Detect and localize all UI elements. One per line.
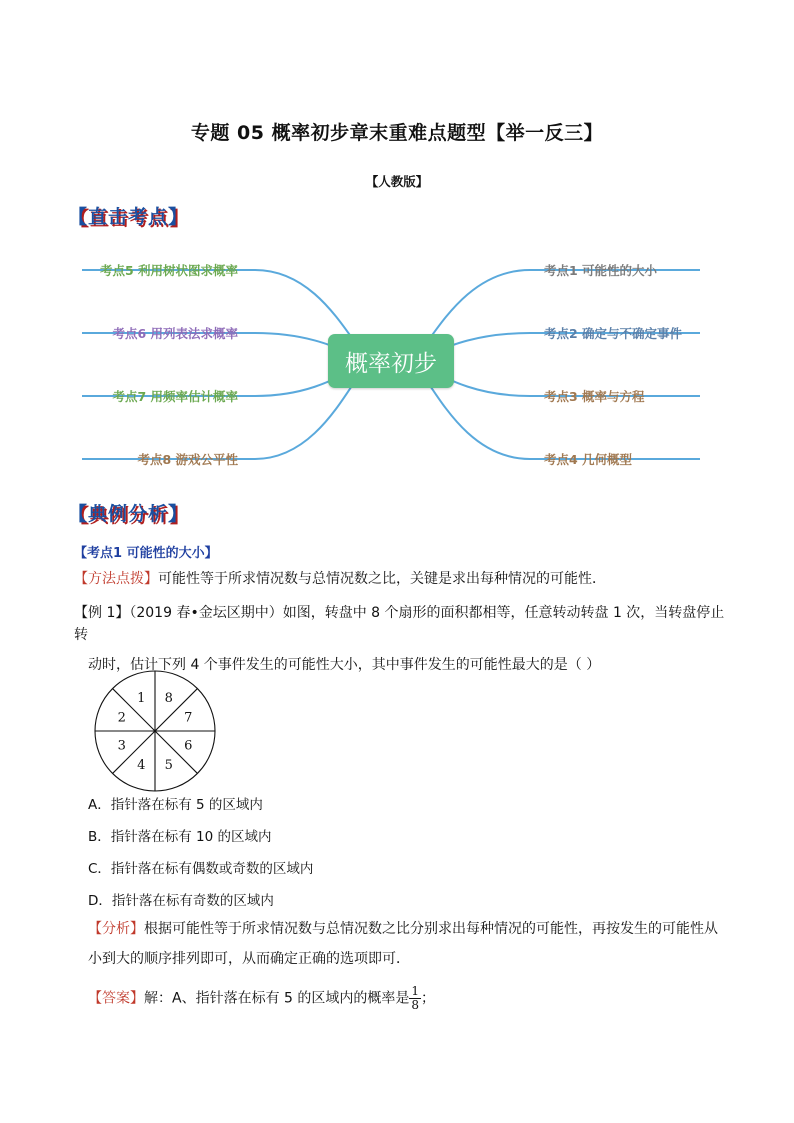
option-a: A．指针落在标有 5 的区域内 [88,797,263,813]
wheel-sector-number: 4 [137,757,146,773]
analysis-line2: 小到大的顺序排列即可，从而确定正确的选项即可． [88,951,410,967]
mindmap-node-kaodian6: 考点6 用列表法求概率 [112,326,238,341]
example1-question [74,602,734,676]
wheel-sector-number: 1 [137,691,146,707]
example1-text-line1: （2019 春•金坛区期中）如图，转盘中 8 个扇形的面积都相等，任意转动转盘 1 次，当转盘停止转 [74,605,725,643]
wheel-sector-number: 3 [117,738,126,754]
kaodian1-heading: 【考点1 可能性的大小】 [74,546,218,561]
analysis-tag: 【分析】 [88,921,144,937]
example1-text-line2: 动时，估计下列 4 个事件发生的可能性大小，其中事件发生的可能性最大的是（ ） [88,657,601,673]
wheel-sector-number: 7 [184,710,193,726]
mindmap-node-kaodian8: 考点8 游戏公平性 [137,452,238,467]
example1-tag: 【例 1】 [74,605,130,621]
mindmap-node-kaodian1: 考点1 可能性的大小 [544,263,658,278]
mindmap-node-kaodian7: 考点7 用频率估计概率 [112,389,238,404]
option-b: B．指针落在标有 10 的区域内 [88,829,272,845]
example1-answer [88,985,435,1012]
fraction-denominator: 8 [411,998,420,1012]
mindmap-lines [0,0,794,520]
mindmap-center-node: 概率初步 [328,334,454,388]
option-c: C．指针落在标有偶数或奇数的区域内 [88,861,314,877]
answer-tail: ； [421,990,436,1007]
answer-fraction [409,985,421,1012]
fraction-numerator: 1 [411,984,420,998]
wheel-sector-number: 6 [184,738,193,754]
mindmap-node-kaodian2: 考点2 确定与不确定事件 [544,326,683,341]
spinner-wheel [90,666,220,796]
examples-heading: 【典例分析】 [68,503,189,525]
answer-text: 解：A、指针落在标有 5 的区域内的概率是 [144,990,410,1007]
page-title: 专题 05 概率初步章末重难点题型【举一反三】 [190,122,604,144]
method-tip [74,568,606,590]
example1-analysis [88,918,738,970]
key-points-heading: 【直击考点】 [68,206,189,228]
method-text: 可能性等于所求情况数与总情况数之比，关键是求出每种情况的可能性． [158,571,606,587]
analysis-line1: 根据可能性等于所求情况数与总情况数之比分别求出每种情况的可能性，再按发生的可能性从 [144,921,718,937]
mindmap-node-kaodian4: 考点4 几何概型 [544,452,633,467]
mindmap-node-kaodian3: 考点3 概率与方程 [544,389,645,404]
mindmap-node-kaodian5: 考点5 利用树状图求概率 [99,263,238,278]
edition-label: 【人教版】 [365,174,429,189]
option-d: D．指针落在标有奇数的区域内 [88,893,274,909]
wheel-sector-number: 5 [164,757,173,773]
wheel-sector-number: 8 [164,691,173,707]
answer-tag: 【答案】 [88,990,144,1007]
method-tag: 【方法点拨】 [74,571,158,587]
wheel-sector-number: 2 [117,710,126,726]
